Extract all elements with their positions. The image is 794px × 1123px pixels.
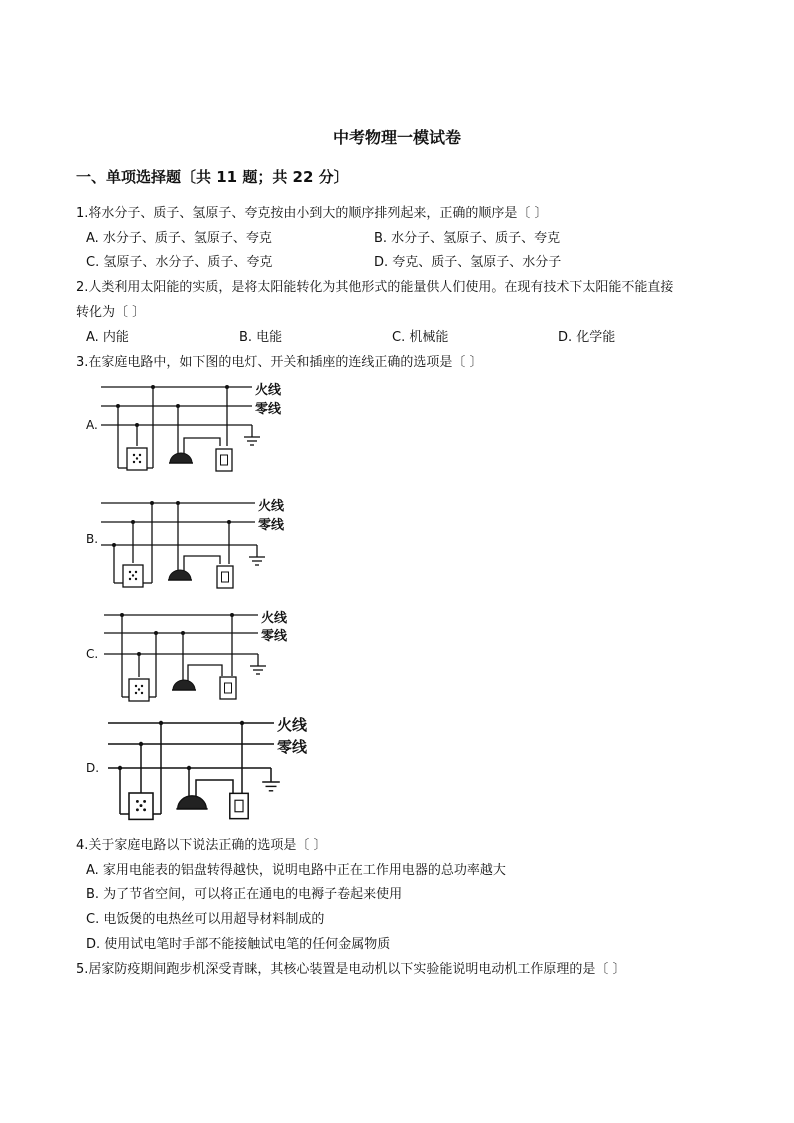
switch-icon bbox=[217, 566, 233, 588]
question-2-option-b[interactable]: B. 电能 bbox=[239, 330, 283, 345]
fire-wire-label: 火线 bbox=[261, 611, 288, 626]
socket-icon bbox=[129, 679, 149, 701]
socket-icon bbox=[123, 565, 143, 587]
option-label-c[interactable]: C. bbox=[86, 647, 99, 661]
option-label-a[interactable]: A. bbox=[86, 418, 98, 432]
question-2-option-c[interactable]: C. 机械能 bbox=[392, 330, 449, 345]
question-4-option-b[interactable]: B. 为了节省空间，可以将正在通电的电褥子卷起来使用 bbox=[86, 887, 403, 902]
question-2-option-d[interactable]: D. 化学能 bbox=[558, 330, 616, 345]
question-2-option-a[interactable]: A. 内能 bbox=[86, 330, 129, 345]
question-1-option-b[interactable]: B. 水分子、氢原子、质子、夸克 bbox=[374, 231, 561, 246]
zero-wire-label: 零线 bbox=[255, 402, 282, 417]
question-1-option-a[interactable]: A. 水分子、质子、氢原子、夸克 bbox=[86, 231, 272, 246]
switch-icon bbox=[230, 793, 248, 818]
ground-icon bbox=[250, 666, 266, 674]
option-label-b[interactable]: B. bbox=[86, 532, 99, 546]
question-1-option-c[interactable]: C. 氢原子、水分子、质子、夸克 bbox=[86, 255, 273, 270]
question-4-option-a[interactable]: A. 家用电能表的铝盘转得越快，说明电路中正在工作用电器的总功率越大 bbox=[86, 863, 506, 878]
question-4-option-c[interactable]: C. 电饭煲的电热丝可以用超导材料制成的 bbox=[86, 912, 325, 927]
question-2-stem-line1: 2.人类利用太阳能的实质，是将太阳能转化为其他形式的能量供人们使用。在现有技术下太阳能不能直接 bbox=[76, 280, 674, 295]
socket-icon bbox=[127, 448, 147, 470]
ground-icon bbox=[262, 782, 280, 791]
question-2-stem-line2: 转化为〔 〕 bbox=[76, 305, 146, 320]
switch-icon bbox=[216, 449, 232, 471]
zero-wire-label: 零线 bbox=[258, 518, 285, 533]
circuit-d-nodes bbox=[118, 721, 244, 770]
question-4-option-d[interactable]: D. 使用试电笔时手部不能接触试电笔的任何金属物质 bbox=[86, 937, 391, 952]
ground-icon bbox=[244, 437, 260, 445]
fire-wire-label: 火线 bbox=[255, 383, 282, 398]
circuit-c-nodes bbox=[120, 613, 234, 656]
zero-wire-label: 零线 bbox=[277, 738, 308, 756]
lamp-icon bbox=[168, 570, 192, 580]
circuit-b-nodes bbox=[112, 501, 231, 547]
lamp-icon bbox=[176, 796, 207, 809]
page-title: 中考物理一模试卷 bbox=[332, 128, 461, 147]
option-label-d[interactable]: D. bbox=[86, 761, 100, 775]
section-heading: 一、单项选择题〔共 11 题；共 22 分〕 bbox=[76, 168, 349, 186]
fire-wire-label: 火线 bbox=[277, 716, 308, 734]
lamp-icon bbox=[169, 453, 193, 463]
lamp-icon bbox=[172, 680, 196, 690]
ground-icon bbox=[249, 557, 265, 565]
fire-wire-label: 火线 bbox=[258, 499, 285, 514]
switch-icon bbox=[220, 677, 236, 699]
question-1-option-d[interactable]: D. 夸克、质子、氢原子、水分子 bbox=[374, 255, 562, 270]
question-4-stem: 4.关于家庭电路以下说法正确的选项是〔 〕 bbox=[76, 838, 327, 853]
question-3-stem: 3.在家庭电路中，如下图的电灯、开关和插座的连线正确的选项是〔 〕 bbox=[76, 355, 483, 370]
question-5-stem: 5.居家防疫期间跑步机深受青睐，其核心装置是电动机以下实验能说明电动机工作原理的是〔 〕 bbox=[76, 962, 626, 977]
question-1-stem: 1.将水分子、质子、氢原子、夸克按由小到大的顺序排列起来，正确的顺序是〔 〕 bbox=[76, 206, 548, 221]
socket-icon bbox=[129, 793, 153, 819]
zero-wire-label: 零线 bbox=[261, 629, 288, 644]
